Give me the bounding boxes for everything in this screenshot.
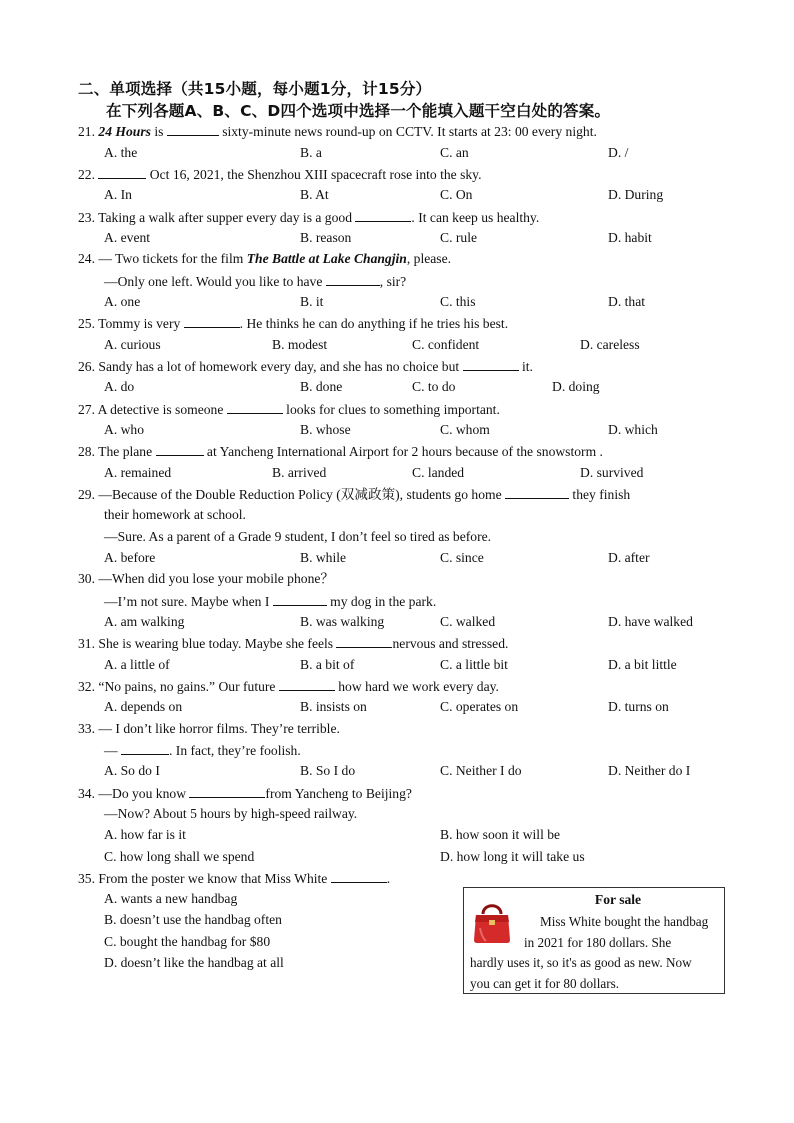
question-number: 25. (78, 316, 95, 331)
stem-text: She is wearing blue today. Maybe she feels (98, 636, 337, 651)
question-number: 27. (78, 402, 95, 417)
answer-option[interactable]: A. depends on (104, 699, 183, 714)
answer-option[interactable]: D. have walked (608, 614, 693, 629)
stem-text: my dog in the park. (326, 594, 437, 609)
stem-text: . (386, 871, 391, 886)
answer-blank (326, 272, 380, 286)
stem-text: at Yancheng International Airport for 2 hours because of the snowstorm . (203, 444, 603, 459)
stem-text: From the poster we know that Miss White (98, 871, 331, 886)
answer-option[interactable]: A. am walking (104, 614, 185, 629)
question-stem (78, 165, 482, 184)
question-stem (78, 869, 390, 888)
stem-text: — Two tickets for the film (98, 251, 247, 266)
question-number: 31. (78, 636, 95, 651)
question-number: 29. (78, 487, 95, 502)
answer-option[interactable]: D. survived (580, 465, 644, 480)
answer-option[interactable]: D. careless (580, 337, 640, 352)
question-stem (78, 357, 533, 376)
question-stem (78, 784, 412, 803)
stem-text: they finish (569, 487, 631, 502)
stem-text: , please. (406, 251, 452, 266)
answer-option[interactable]: A. a little of (104, 657, 170, 672)
answer-option[interactable]: D. / (608, 145, 629, 160)
question-stem (78, 442, 603, 461)
answer-option[interactable]: B. a (300, 145, 322, 160)
answer-option[interactable]: A. curious (104, 337, 161, 352)
answer-blank (156, 442, 204, 456)
stem-text: — I don’t like horror films. They’re terrible. (98, 721, 340, 736)
question-number: 21. (78, 124, 95, 139)
answer-option[interactable]: D. During (608, 187, 664, 202)
question-stem (78, 634, 508, 653)
question-stem (78, 485, 630, 504)
answer-option[interactable]: A. event (104, 230, 151, 245)
question-number: 33. (78, 721, 95, 736)
answer-option[interactable]: C. bought the handbag for $80 (104, 933, 271, 949)
answer-blank (167, 122, 219, 136)
question-stem (78, 720, 340, 738)
answer-option[interactable]: A. before (104, 550, 156, 565)
stem-emphasis: The Battle at Lake Changjin (246, 251, 407, 266)
answer-option[interactable]: A. one (104, 294, 141, 309)
stem-text: . It can keep us healthy. (411, 210, 540, 225)
stem-text: from Yancheng to Beijing? (265, 786, 412, 801)
stem-text: —Sure. As a parent of a Grade 9 student, I don’t feel so tired as before. (104, 529, 492, 544)
question-stem (78, 208, 539, 227)
question-stem-continued (104, 272, 406, 291)
answer-option[interactable]: A. how far is it (104, 827, 186, 842)
poster-line: Miss White bought the handbag (540, 914, 709, 929)
answer-blank (336, 634, 392, 648)
answer-blank (189, 784, 265, 798)
answer-option[interactable]: D. after (608, 550, 650, 565)
answer-blank (184, 314, 240, 328)
stem-text: The plane (98, 444, 156, 459)
answer-option[interactable]: C. whom (440, 422, 490, 437)
answer-blank (505, 485, 569, 499)
answer-blank (331, 869, 387, 883)
answer-blank (279, 677, 335, 691)
answer-option[interactable]: A. remained (104, 465, 172, 480)
answer-option[interactable]: B. whose (300, 422, 351, 437)
answer-option[interactable]: A. So do I (104, 763, 160, 778)
stem-text: Sandy has a lot of homework every day, and she has no choice but (98, 359, 463, 374)
answer-option[interactable]: C. rule (440, 230, 477, 245)
stem-text: it. (518, 359, 533, 374)
question-stem-continued (104, 805, 357, 823)
question-stem (78, 400, 500, 419)
stem-emphasis: 24 Hours (98, 124, 151, 139)
answer-option[interactable]: A. do (104, 379, 135, 394)
answer-option[interactable]: A. wants a new handbag (104, 891, 238, 906)
answer-option[interactable]: C. how long shall we spend (104, 849, 255, 864)
question-number: 22. (78, 167, 95, 182)
answer-blank (355, 208, 411, 222)
answer-option[interactable]: C. this (440, 294, 476, 309)
answer-option[interactable]: B. while (300, 550, 347, 565)
question-number: 35. (78, 871, 95, 886)
poster-line: hardly uses it, so it's as good as new. Now (470, 955, 692, 970)
answer-option[interactable]: B. done (300, 379, 343, 394)
answer-option[interactable]: C. confident (412, 337, 480, 352)
question-stem (78, 314, 508, 333)
answer-option[interactable]: B. insists on (300, 699, 367, 714)
stem-text: is (150, 124, 167, 139)
question-number: 26. (78, 359, 95, 374)
stem-text: —Do you know (98, 786, 190, 801)
stem-text: Oct 16, 2021, the Shenzhou XIII spacecraft rose into the sky. (146, 167, 482, 182)
answer-option[interactable]: B. So I do (300, 763, 356, 778)
stem-text: “No pains, no gains.” Our future (98, 679, 279, 694)
answer-option[interactable]: D. a bit little (608, 657, 677, 672)
answer-option[interactable]: B. modest (272, 337, 328, 352)
answer-option[interactable]: A. who (104, 422, 145, 437)
answer-option[interactable]: A. In (104, 187, 132, 202)
answer-option[interactable]: B. it (300, 294, 324, 309)
stem-text: their homework at school. (104, 507, 246, 522)
poster-line: you can get it for 80 dollars. (470, 975, 620, 991)
question-number: 24. (78, 251, 95, 266)
answer-blank (121, 741, 169, 755)
answer-option[interactable]: C. an (440, 145, 469, 160)
answer-option[interactable]: B. how soon it will be (440, 827, 561, 842)
stem-text: A detective is someone (97, 402, 227, 417)
for-sale-poster (463, 887, 725, 994)
answer-option[interactable]: D. Neither do I (608, 763, 691, 778)
stem-text: — (104, 743, 121, 758)
question-number: 34. (78, 786, 95, 801)
answer-option[interactable]: D. turns on (608, 699, 669, 714)
question-number: 30. (78, 571, 95, 586)
stem-text: Taking a walk after supper every day is a good (98, 210, 356, 225)
answer-blank (463, 357, 519, 371)
question-number: 28. (78, 444, 95, 459)
answer-option[interactable]: D. how long it will take us (440, 849, 585, 864)
stem-text: sixty-minute news round-up on CCTV. It starts at 23: 00 every night. (218, 124, 597, 139)
answer-option[interactable]: C. landed (412, 465, 465, 480)
stem-text: looks for clues to something important. (282, 402, 500, 417)
answer-option[interactable]: B. doesn’t use the handbag often (104, 912, 282, 928)
poster-line: in 2021 for 180 dollars. She (524, 934, 672, 950)
answer-option[interactable]: B. At (300, 187, 329, 202)
poster-body (470, 912, 720, 994)
answer-blank (227, 400, 283, 414)
question-stem-continued (104, 506, 246, 524)
stem-text: —When did you lose your mobile phone？ (98, 571, 334, 586)
answer-option[interactable]: C. operates on (440, 699, 519, 714)
question-number: 23. (78, 210, 95, 225)
answer-blank (98, 165, 146, 179)
answer-option[interactable]: B. arrived (272, 465, 327, 480)
answer-option[interactable]: C. a little bit (440, 657, 508, 672)
answer-blank (273, 592, 327, 606)
section-title: 二、单项选择（共15小题，每小题1分，计15分） (78, 80, 432, 98)
stem-text: —Because of the Double Reduction Policy (双减政策), students go home (98, 487, 506, 502)
question-stem (78, 677, 499, 696)
answer-option[interactable]: D. doing (552, 379, 600, 394)
stem-text: Tommy is very (98, 316, 184, 331)
question-stem (78, 250, 451, 268)
stem-text: —I’m not sure. Maybe when I (104, 594, 273, 609)
answer-option[interactable]: D. which (608, 422, 658, 437)
question-stem-continued (104, 741, 301, 760)
stem-text: . In fact, they’re foolish. (169, 743, 301, 758)
question-stem (78, 122, 597, 141)
question-stem-continued (104, 528, 491, 546)
answer-option[interactable]: B. was walking (300, 614, 385, 629)
stem-text: . He thinks he can do anything if he tries his best. (239, 316, 509, 331)
answer-option[interactable]: C. On (440, 187, 473, 202)
stem-text: how hard we work every day. (334, 679, 499, 694)
answer-option[interactable]: D. doesn’t like the handbag at all (104, 954, 284, 970)
answer-option[interactable]: C. to do (412, 379, 456, 394)
question-number: 32. (78, 679, 95, 694)
answer-option[interactable]: B. a bit of (300, 657, 355, 672)
answer-option[interactable]: D. habit (608, 230, 652, 245)
question-stem-continued (104, 592, 436, 611)
answer-option[interactable]: C. Neither I do (440, 763, 522, 778)
stem-text: —Now? About 5 hours by high-speed railway. (104, 806, 358, 821)
answer-option[interactable]: D. that (608, 294, 645, 309)
answer-option[interactable]: C. since (440, 550, 484, 565)
answer-option[interactable]: C. walked (440, 614, 496, 629)
stem-text: —Only one left. Would you like to have (104, 274, 326, 289)
answer-option[interactable]: A. the (104, 145, 138, 160)
section-instruction: 在下列各题A、B、C、D四个选项中选择一个能填入题干空白处的答案。 (106, 102, 611, 120)
stem-text: nervous and stressed. (392, 636, 509, 651)
poster-title: For sale (594, 892, 642, 907)
stem-text: , sir? (379, 274, 407, 289)
answer-option[interactable]: B. reason (300, 230, 352, 245)
question-stem (78, 570, 334, 588)
